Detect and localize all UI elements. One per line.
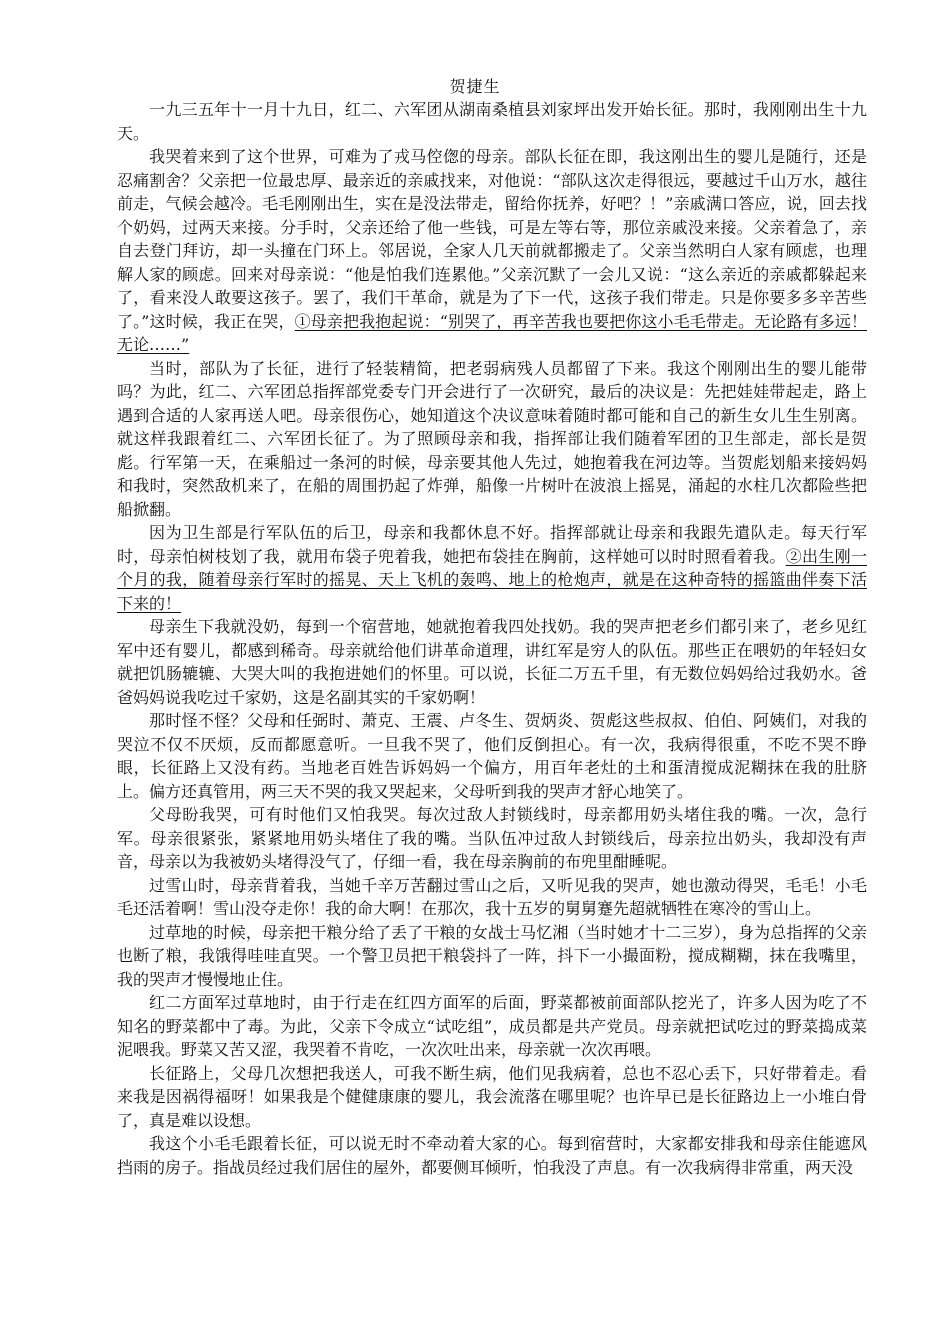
article-body: [117, 98, 867, 1179]
author-name: 贺捷生: [449, 77, 501, 96]
paragraph: 过雪山时，母亲背着我，当她千辛万苦翻过雪山之后，又听见我的哭声，她也激动得哭，毛毛！小毛毛还活着啊！雪山没夺走你！我的命大啊！在那次，我十五岁的舅舅蹇先超就牺牲在寒冷的雪山上。: [117, 875, 867, 918]
paragraph: 当时，部队为了长征，进行了轻装精简，把老弱病残人员都留了下来。我这个刚刚出生的婴儿能带吗？为此，红二、六军团总指挥部党委专门开会进行了一次研究，最后的决议是：先把娃娃带起走，路上遇到合适的人家再送人吧。母亲很伤心，她知道这个决议意味着随时都可能和自己的新生女儿生生别离。就这样我跟着红二、六军团长征了。为了照顾母亲和我，指挥部让我们随着军团的卫生部走，部长是贺彪。行军第一天，在乘船过一条河的时候，母亲要其他人先过，她抱着我在河边等。当贺彪划船来接妈妈和我时，突然敌机来了，在船的周围扔起了炸弹，船像一片树叶在波浪上摇晃，涌起的水柱几次都险些把船掀翻。: [117, 358, 867, 519]
paragraph: 母亲生下我就没奶，每到一个宿营地，她就抱着我四处找奶。我的哭声把老乡们都引来了，老乡见红军中还有婴儿，都感到稀奇。母亲就给他们讲革命道理，讲红军是穷人的队伍。那些正在喂奶的年轻妇女就把饥肠辘辘、大哭大叫的我抱进她们的怀里。可以说，长征二万五千里，有无数位妈妈给过我奶水。爸爸妈妈说我吃过千家奶，这是名副其实的千家奶啊！: [117, 617, 867, 707]
paragraph: 过草地的时候，母亲把干粮分给了丢了干粮的女战士马忆湘（当时她才十二三岁），身为总指挥的父亲也断了粮，我饿得哇哇直哭。一个警卫员把干粮袋抖了一阵，抖下一小撮面粉，搅成糊糊，抹在我嘴里，我的哭声才慢慢地止住。: [117, 922, 867, 989]
paragraph: 长征路上，父母几次想把我送人，可我不断生病，他们见我病着，总也不忍心丢下，只好带着走。看来我是因祸得福呀！如果我是个健健康康的婴儿，我会流落在哪里呢？也许早已是长征路边上一小堆白骨了，真是难以设想。: [117, 1063, 867, 1130]
paragraph: 一九三五年十一月十九日，红二、六军团从湖南桑植县刘家坪出发开始长征。那时，我刚刚出生十九天。: [117, 100, 867, 143]
paragraph: 父母盼我哭，可有时他们又怕我哭。每次过敌人封锁线时，母亲都用奶头堵住我的嘴。一次，急行军。母亲很紧张，紧紧地用奶头堵住了我的嘴。当队伍冲过敌人封锁线后，母亲拉出奶头，我却没有声音，母亲以为我被奶头堵得没气了，仔细一看，我在母亲胸前的布兜里酣睡呢。: [117, 805, 867, 871]
paragraph: 因为卫生部是行军队伍的后卫，母亲和我都休息不好。指挥部就让母亲和我跟先遣队走。每天行军时，母亲怕树枝划了我，就用布袋子兜着我，她把布袋挂在胸前，这样她可以时时照看着我。②出生刚一个月的我，随着母亲行军时的摇晃、天上飞机的轰鸣、地上的枪炮声，就是在这种奇特的摇篮曲伴奏下活下来的！: [117, 523, 867, 613]
underlined-sentence-1: ①母亲把我抱起说：“别哭了，再辛苦我也要把你这小毛毛带走。无论路有多远！无论……”: [117, 311, 867, 354]
paragraph: 红二方面军过草地时，由于行走在红四方面军的后面，野菜都被前面部队挖光了，许多人因为吃了不知名的野菜都中了毒。为此，父亲下令成立“试吃组”，成员都是共产党员。母亲就把试吃过的野菜捣成菜泥喂我。野菜又苦又涩，我哭着不肯吃，一次次吐出来，母亲就一次次再喂。: [117, 993, 867, 1059]
paragraph: 那时怪不怪？父母和任弼时、萧克、王震、卢冬生、贺炳炎、贺彪这些叔叔、伯伯、阿姨们，对我的哭泣不仅不厌烦，反而都愿意听。一旦我不哭了，他们反倒担心。有一次，我病得很重，不吃不哭不睁眼，长征路上又没有药。当地老百姓告诉妈妈一个偏方，用百年老灶的土和蛋清搅成泥糊抹在我的肚脐上。偏方还真管用，两三天不哭的我又哭起来，父母听到我的哭声才舒心地笑了。: [117, 711, 867, 801]
paragraph: 我这个小毛毛跟着长征，可以说无时不牵动着大家的心。每到宿营时，大家都安排我和母亲住能遮风挡雨的房子。指战员经过我们居住的屋外，都要侧耳倾听，怕我没了声息。有一次我病得非常重，两天没: [117, 1134, 867, 1177]
underlined-sentence-2: ②出生刚一个月的我，随着母亲行军时的摇晃、天上飞机的轰鸣、地上的枪炮声，就是在这种奇特的摇篮曲伴奏下活下来的！: [117, 546, 867, 613]
paragraph: 我哭着来到了这个世界，可难为了戎马倥偬的母亲。部队长征在即，我这刚出生的婴儿是随行，还是忍痛割舍？父亲把一位最忠厚、最亲近的亲戚找来，对他说：“部队这次走得很远，要越过千山万水，越往前走，气候会越冷。毛毛刚刚出生，实在是没法带走，留给你抚养，好吧？！”亲戚满口答应，说，回去找个奶妈，过两天来接。分手时，父亲还给了他一些钱，可是左等右等，那位亲戚没来接。父亲着急了，亲自去登门拜访，却一头撞在门环上。邻居说，全家人几天前就都搬走了。父亲当然明白人家有顾虑，也理解人家的顾虑。回来对母亲说：“他是怕我们连累他。”父亲沉默了一会儿又说：“这么亲近的亲戚都躲起来了，看来没人敢要这孩子。罢了，我们干革命，就是为了下一代，这孩子我们带走。只是你要多多辛苦些了。”这时候，我正在哭，①母亲把我抱起说：“别哭了，再辛苦我也要把你这小毛毛带走。无论路有多远！无论……”: [117, 147, 867, 354]
